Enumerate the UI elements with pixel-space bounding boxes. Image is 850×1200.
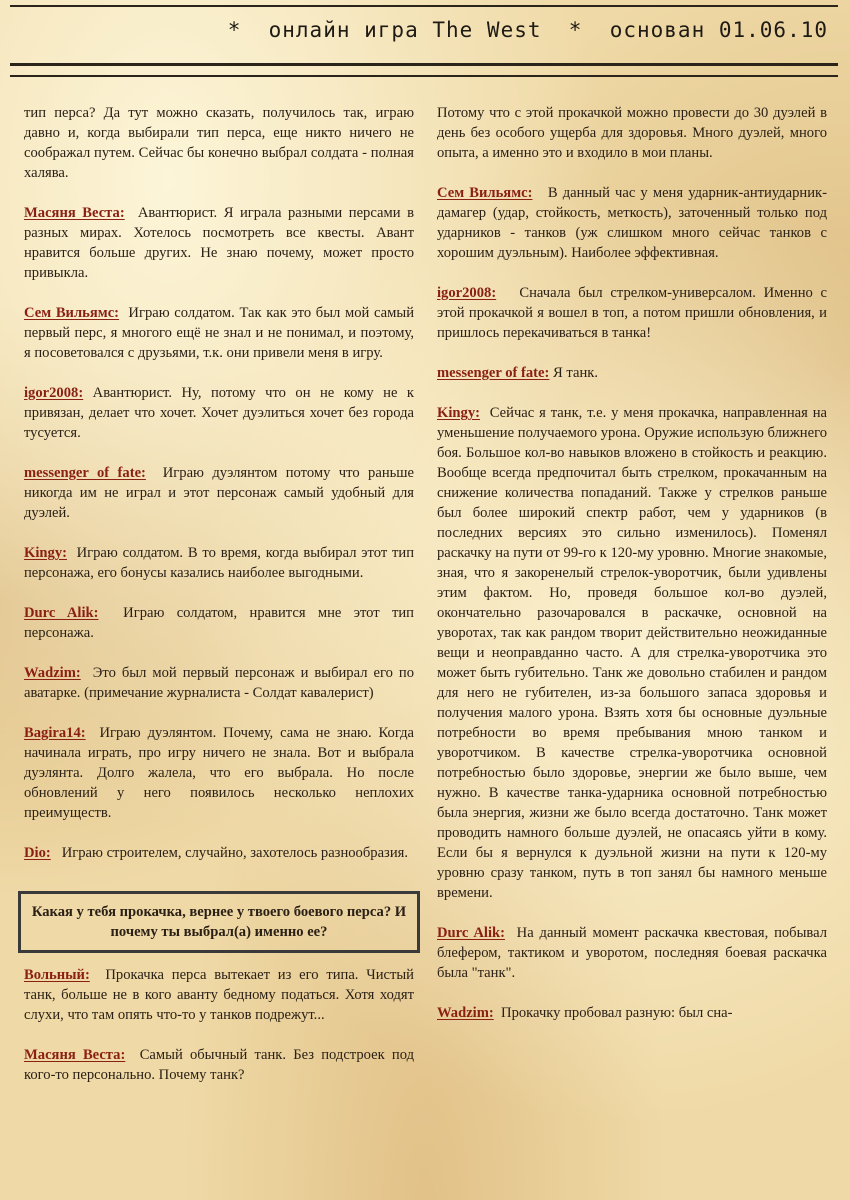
entry-text: Прокачку пробовал разную: был сна- <box>501 1005 733 1021</box>
interview-entry <box>24 543 414 583</box>
right-column <box>437 103 827 1043</box>
page-header <box>0 0 850 62</box>
author-name: Kingy: <box>24 545 67 561</box>
right-intro-text: Потому что с этой прокачкой можно провести до 30 дуэлей в день без особого ущерба для здоровья. Много дуэлей, много опыта, а именно это и входило в мои планы. <box>437 105 827 161</box>
header-top-rule <box>10 5 838 7</box>
entry-text: Сначала был стрелком-универсалом. Именно с этой прокачкой я вошел в топ, а потом пришли обновления, и пришлось перекачиваться в танка! <box>437 285 828 341</box>
interview-entry <box>24 203 414 283</box>
header-title: * онлайн игра The West * основан 01.06.10 <box>227 18 828 42</box>
entry-text: Авантюрист. Я играла разными персами в разных мирах. Хотелось посмотреть все квесты. Авант нравится больше других. Не знаю почему, может просто привыкла. <box>24 205 414 281</box>
question-box: Какая у тебя прокачка, вернее у твоего боевого перса? И почему ты выбрал(а) именно ее? <box>18 891 420 953</box>
author-name: Сем Вильямс: <box>24 305 120 321</box>
interview-entry <box>437 283 827 343</box>
author-name: Масяня Веста: <box>24 1047 126 1063</box>
entry-text: Это был мой первый персонаж и выбирал его по аватарке. (примечание журналиста - Солдат кавалерист) <box>24 665 414 701</box>
author-name: Durc Alik: <box>24 605 99 621</box>
author-name: Масяня Веста: <box>24 205 125 221</box>
interview-entry <box>437 1003 827 1023</box>
interview-entry <box>24 843 414 863</box>
entry-text: Сейчас я танк, т.е. у меня прокачка, направленная на уменьшение получаемого урона. Оружие использую ближнего боя. Большое кол-во навыков вложено в стойкость и реакцию. Вообще всегда предпочитал быть стрелком, прокачанным на снижение количества попаданий. Также у стрелков раньше был более широкий спектр работ, чем у ударников (в последних версиях это сильно изменилось). Поменял раскачку на пути от 99-го к 120-му уровню. Многие знакомые, зная, что я закоренелый стрелок-уворотчик, были удивлены этим фактом. Но, проведя большое кол-во дуэлей, окончательно разочаровался в раскачке, основной на уворотах, так как рандом творит действительно неожиданные вещи и неоправданно часто. А для стрелка-уворотчика это может быть губительно. Танк же довольно стабилен и рандом для него не губителен, из-за большого запаса здоровья и получения малого урона. Взять хотя бы основные дуэльные потребности во время пребывания мною танком и уворотчиком. В качестве стрелка-уворотчика основной потребностью было здоровье, энергии же было выше, чем нужно. В качестве танка-ударника основной потребностью была энергия, жизни же было всегда достаточно. Танк может проводить намного больше дуэлей, не опасаясь уйти в кому. Если бы я вернулся к дуэльной жизни на пути к 120-му уровню сразу танком, путь в топ занял бы намного меньше времени. <box>437 405 827 901</box>
author-name: messenger of fate: <box>24 465 146 481</box>
entry-text: Играю солдатом. Так как это был мой самый первый перс, я многого ещё не знал и не понимал, и поэтому, я посоветовался с друзьями, т.к. они привели меня в игру. <box>24 305 415 361</box>
author-name: Bagira14: <box>24 725 86 741</box>
author-name: igor2008: <box>437 285 497 301</box>
entry-text: Играю дуэлянтом потому что раньше никогда им не играл и этот персонаж самый удобный для дуэлей. <box>24 465 414 521</box>
interview-entry <box>24 965 414 1025</box>
entry-text: Играю солдатом, нравится мне этот тип персонажа. <box>24 605 414 641</box>
interview-entry <box>24 1045 414 1085</box>
entry-text: Авантюрист. Ну, потому что он не кому не к привязан, делает что хочет. Хочет дуэлиться хочет без города тусуется. <box>24 385 414 441</box>
author-name: Wadzim: <box>24 665 81 681</box>
interview-entry <box>24 383 414 443</box>
interview-entry <box>24 303 414 363</box>
entry-text: На данный момент раскачка квестовая, побывал блефером, тактиком и уворотом, последняя боевая раскачка была "танк". <box>437 925 827 981</box>
entry-text: Прокачка перса вытекает из его типа. Чистый танк, больше не в кого аванту бедному податься. Хотя ходят слухи, что там опять что-то у танков подрежут... <box>24 967 414 1023</box>
left-column <box>24 103 414 1105</box>
interview-entry <box>24 603 414 643</box>
left-intro-text: тип перса? Да тут можно сказать, получилось так, играю давно и, когда выбирали тип перса, еще никто ничего не соображал путем. Сейчас бы конечно выбрал солдата - полная халява. <box>24 105 414 181</box>
author-name: Durc Alik: <box>437 925 505 941</box>
author-name: Вольный: <box>24 967 90 983</box>
interview-entry <box>24 723 414 823</box>
interview-entry <box>437 923 827 983</box>
author-name: igor2008: <box>24 385 84 401</box>
interview-entry <box>437 363 827 383</box>
interview-entry <box>437 403 827 903</box>
header-rule-thick <box>10 63 838 66</box>
author-name: Wadzim: <box>437 1005 494 1021</box>
interview-entry <box>24 663 414 703</box>
entry-text: Самый обычный танк. Без подстроек под кого-то персонально. Почему танк? <box>24 1047 414 1083</box>
author-name: Dio: <box>24 845 51 861</box>
entry-text: Я танк. <box>553 365 599 381</box>
entry-text: Играю солдатом. В то время, когда выбирал этот тип персонажа, его бонусы казались наиболее выгодными. <box>24 545 415 581</box>
entry-text: В данный час у меня ударник-антиударник-дамагер (удар, стойкость, меткость), заточенный только под ударников - танков (уж слишком много сейчас танков с хорошим дуэльным). Наиболее эффективная. <box>437 185 827 261</box>
entry-text: Играю дуэлянтом. Почему, сама не знаю. Когда начинала играть, про игру ничего не знала. Вот и выбрала дуэлянта. Долго жалела, что его выбрала. Но после обновлений у него появилось несколько неплохих преимуществ. <box>24 725 415 821</box>
interview-entry <box>24 463 414 523</box>
header-rule-thin <box>10 75 838 77</box>
interview-entry <box>437 183 827 263</box>
author-name: Сем Вильямс: <box>437 185 533 201</box>
author-name: messenger of fate: <box>437 365 550 381</box>
author-name: Kingy: <box>437 405 480 421</box>
entry-text: Играю строителем, случайно, захотелось разнообразия. <box>61 845 408 861</box>
